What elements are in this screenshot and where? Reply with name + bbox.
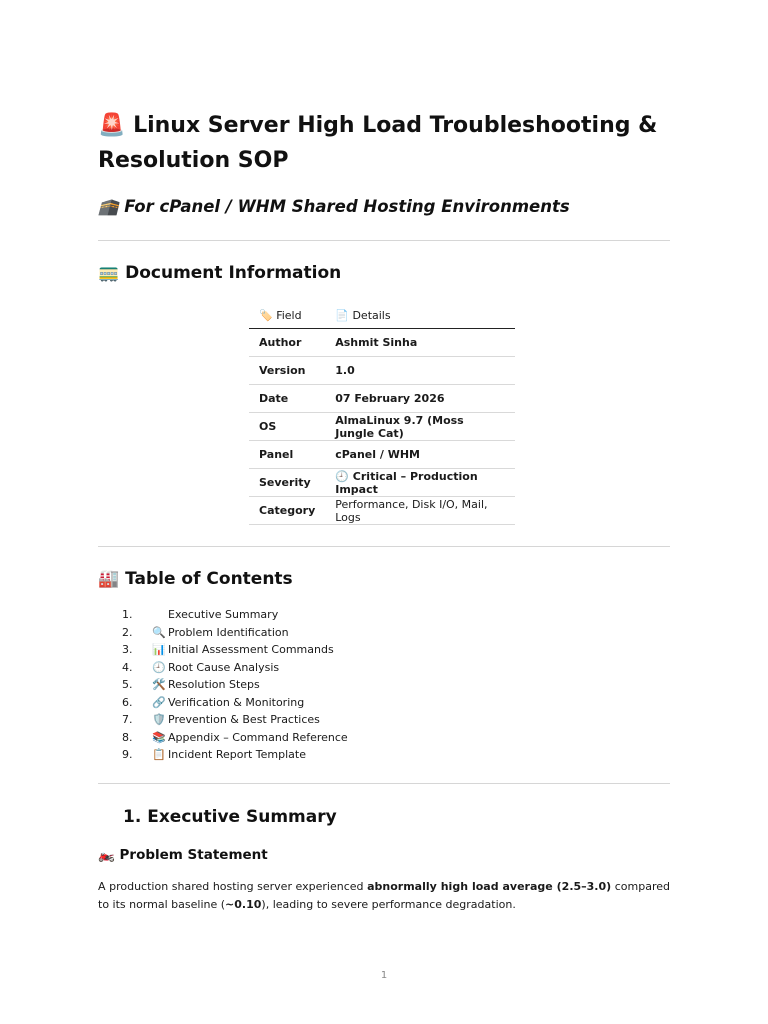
toc-heading-text: Table of Contents [125, 569, 293, 589]
problem-statement-heading [98, 844, 268, 866]
table-header-field [249, 302, 325, 329]
table-cell-field: OS [249, 413, 325, 441]
toc-item-label: Verification & Monitoring [168, 695, 305, 709]
page-subtitle [98, 194, 570, 220]
table-row [249, 357, 515, 385]
table-header-details-text: Details [352, 308, 391, 322]
toc-item-number: 3. [122, 643, 133, 656]
toc-heading [98, 566, 293, 592]
table-cell-field: Date [249, 385, 325, 413]
table-cell-field: Version [249, 357, 325, 385]
kaaba-icon: 🕋 [98, 197, 119, 216]
tools-icon: 🛠️ [152, 678, 166, 691]
page-title-text: Linux Server High Load Troubleshooting & Resolution SOP [98, 113, 658, 173]
toc-item[interactable] [98, 746, 348, 764]
toc-item[interactable] [98, 729, 348, 747]
table-row [249, 441, 515, 469]
table-row [249, 329, 515, 357]
para-text: ), leading to severe performance degradation. [261, 898, 516, 911]
table-cell-field: Panel [249, 441, 325, 469]
page-title [98, 108, 670, 178]
table-row [249, 385, 515, 413]
table-cell-field: Severity [249, 469, 325, 497]
toc-item-number: 6. [122, 695, 133, 709]
table-cell-value: Performance, Disk I/O, Mail, Logs [325, 497, 515, 525]
toc-item-number: 1. [122, 608, 133, 621]
divider [98, 240, 670, 241]
table-cell-value: 07 February 2026 [325, 385, 515, 413]
table-row [249, 497, 515, 525]
table-cell-field: Author [249, 329, 325, 357]
table-header-row [249, 302, 515, 329]
toc-item[interactable] [98, 711, 348, 729]
toc-item[interactable] [98, 659, 348, 677]
toc-item-number: 5. [122, 678, 133, 691]
table-cell-value: cPanel / WHM [325, 441, 515, 469]
label-tag-icon: 🏷️ [259, 308, 273, 322]
toc-item-number: 8. [122, 730, 133, 744]
document-info-table [249, 302, 515, 525]
table-of-contents [98, 606, 348, 764]
link-icon: 🔗 [152, 695, 166, 709]
books-icon: 📚 [152, 730, 166, 744]
problem-statement-heading-text: Problem Statement [119, 847, 268, 863]
page-number: 1 [380, 970, 388, 981]
toc-item[interactable] [98, 676, 348, 694]
table-header-field-text: Field [276, 308, 302, 322]
toc-item-number: 4. [122, 660, 133, 674]
toc-item[interactable] [98, 624, 348, 642]
toc-item-label: Initial Assessment Commands [168, 643, 334, 656]
toc-item-number: 9. [122, 748, 133, 761]
page-subtitle-text: For cPanel / WHM Shared Hosting Environments [124, 197, 570, 216]
shield-icon: 🛡️ [152, 713, 166, 726]
clock-icon: 🕘 [335, 469, 349, 483]
page-icon: 📄 [335, 308, 349, 322]
table-row [249, 413, 515, 441]
doc-info-heading-text: Document Information [125, 263, 342, 283]
problem-statement-paragraph [98, 878, 670, 914]
table-cell-value [325, 469, 515, 497]
section-heading-executive-summary: 1. Executive Summary [123, 807, 337, 827]
factory-icon: 🏭 [98, 569, 120, 589]
para-text: compared to its normal baseline ( [98, 880, 671, 911]
toc-item-label: Appendix – Command Reference [168, 730, 348, 744]
magnifier-icon: 🔍 [152, 625, 166, 639]
toc-item-number: 2. [122, 625, 133, 639]
toc-item-label: Root Cause Analysis [168, 660, 280, 674]
table-cell-value: 1.0 [325, 357, 515, 385]
clipboard-icon: 📋 [152, 748, 166, 761]
toc-item-label: Incident Report Template [168, 748, 307, 761]
severity-value: Critical – Production Impact [335, 469, 478, 496]
divider [98, 783, 670, 784]
toc-item-label: Executive Summary [168, 608, 279, 621]
toc-item-label: Resolution Steps [168, 678, 260, 691]
siren-icon: 🚨 [98, 113, 126, 138]
table-cell-field: Category [249, 497, 325, 525]
table-cell-value: Ashmit Sinha [325, 329, 515, 357]
toc-item[interactable] [98, 694, 348, 712]
toc-item-label: Problem Identification [168, 625, 289, 639]
clock-icon: 🕘 [152, 660, 166, 674]
toc-item[interactable] [98, 606, 348, 624]
para-bold-load: abnormally high load average (2.5–3.0) [367, 880, 612, 893]
doc-info-heading [98, 260, 341, 286]
toc-item-number: 7. [122, 713, 133, 726]
divider [98, 546, 670, 547]
table-cell-value: AlmaLinux 9.7 (Moss Jungle Cat) [325, 413, 515, 441]
railway-car-icon: 🚃 [98, 263, 120, 283]
motorcycle-icon: 🏍️ [98, 847, 115, 863]
para-text: A production shared hosting server experienced [98, 880, 368, 893]
table-row [249, 469, 515, 497]
table-header-details [325, 302, 515, 329]
para-bold-baseline: ~0.10 [225, 898, 262, 911]
bar-chart-icon: 📊 [152, 643, 166, 656]
toc-item[interactable] [98, 641, 348, 659]
toc-item-label: Prevention & Best Practices [168, 713, 320, 726]
